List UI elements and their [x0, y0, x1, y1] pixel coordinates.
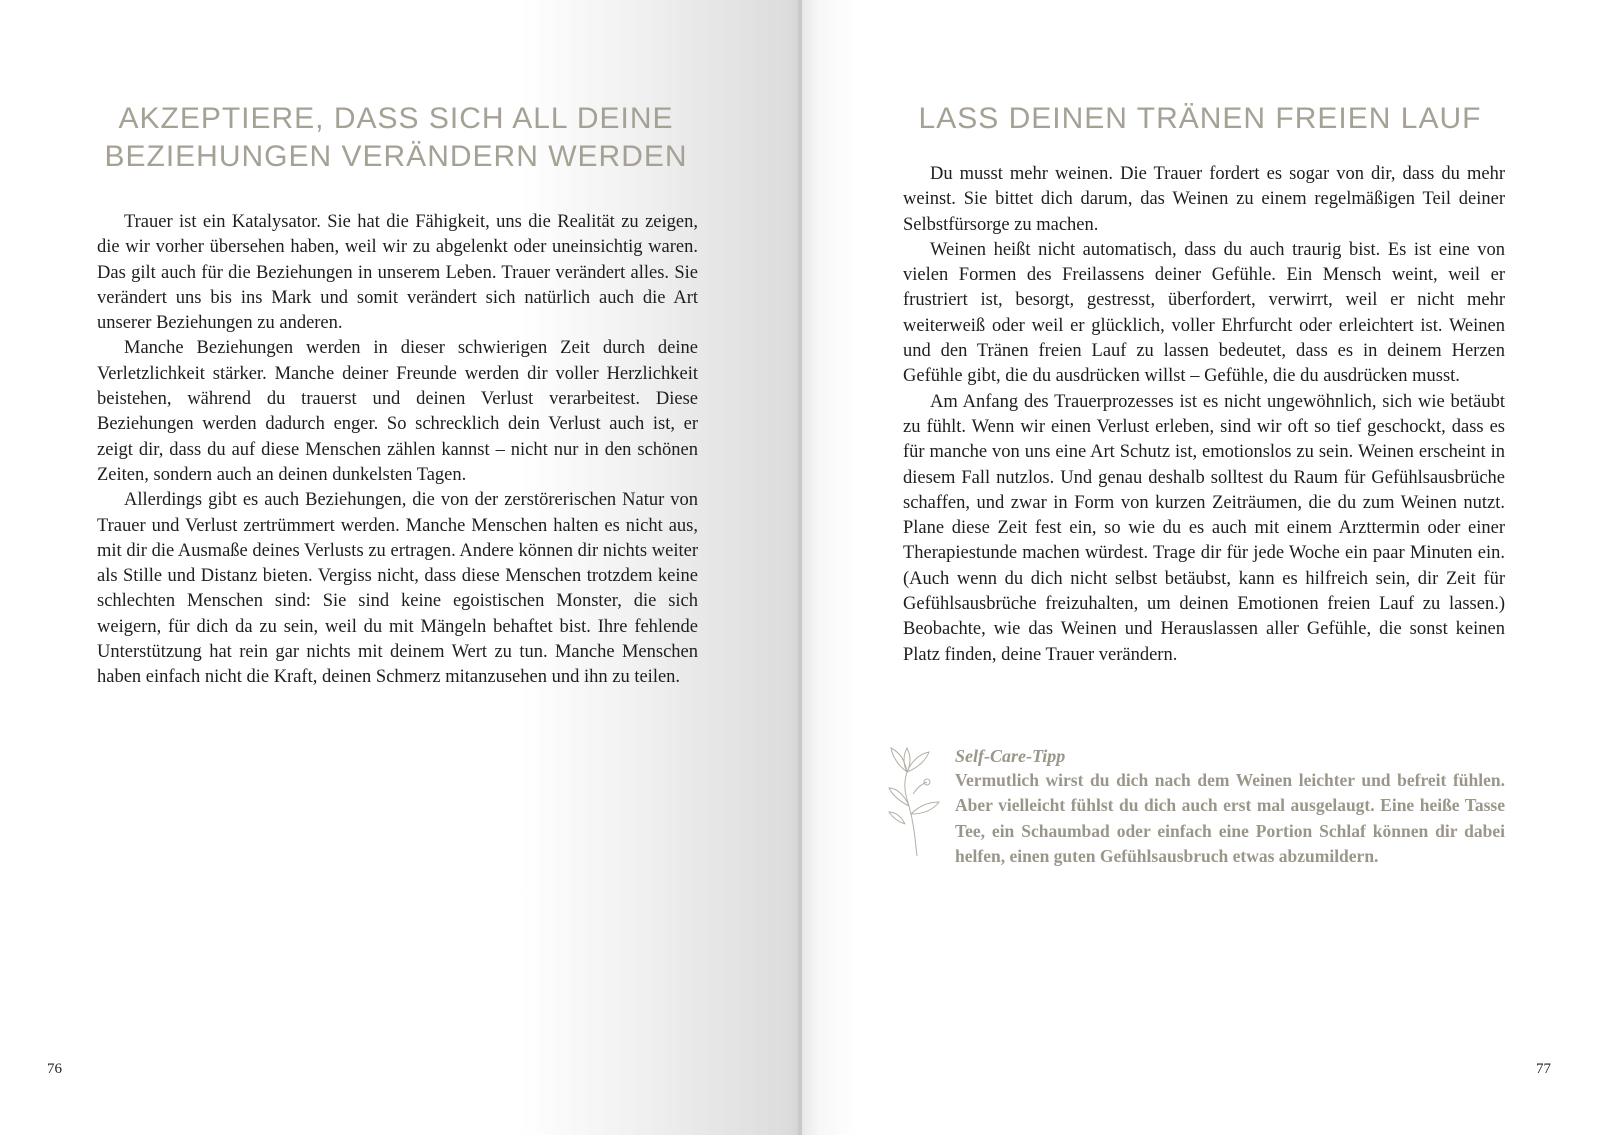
tip-title: Self-Care-Tipp: [955, 746, 1066, 766]
left-page-heading: AKZEPTIERE, DASS SICH ALL DEINE BEZIEHUNGEN VERÄNDERN WERDEN: [104, 102, 688, 173]
right-page-body: [903, 162, 1505, 668]
tip-text: Vermutlich wirst du dich nach dem Weinen leichter und befreit fühlen. Aber vielleicht fühlst du dich auch erst mal ausgelaugt. Eine heiße Tasse Tee, ein Schaumbad oder einfach eine Portion Schlaf können dir dabei helfen, einen guten Gefühlsausbruch etwas abzumildern.: [955, 770, 1505, 866]
paragraph: Allerdings gibt es auch Beziehungen, die von der zerstörerischen Natur von Trauer und Verlust zertrümmert werden. Manche Menschen halten es nicht aus, mit dir die Ausmaße deines Verlusts zu ertragen. Andere können dir nichts weiter als Stille und Distanz bieten. Vergiss nicht, dass diese Menschen trotzdem keine schlechten Menschen sind: Sie sind keine egoistischen Monster, die sich weigern, für dich da zu sein, weil du mit Mängeln behaftet bist. Ihre fehlende Unterstützung hat rein gar nichts mit deinem Wert zu tun. Manche Menschen haben einfach nicht die Kraft, deinen Schmerz mitanzusehen und ihn zu teilen.: [97, 490, 698, 688]
paragraph: Am Anfang des Trauerprozesses ist es nicht ungewöhnlich, sich wie betäubt zu fühlt. Wenn wir einen Verlust erleben, sind wir oft so tief geschockt, dass es für manche von uns eine Art Schutz ist, emotionslos zu sein. Weinen erscheint in diesem Fall nutzlos. Und genau deshalb solltest du Raum für Gefühlsausbrüche schaffen, und zwar in Form von kurzen Zeiträumen, die du zum Weinen nutzt. Plane diese Zeit fest ein, so wie du es auch mit einem Arzttermin oder einer Therapiestunde machen würdest. Trage dir für jede Woche ein paar Minuten ein. (Auch wenn du dich nicht selbst betäubst, kann es hilfreich sein, dir Zeit für Gefühlsausbrüche freizuhalten, um deinen Emotionen freien Lauf zu lassen.) Beobachte, wie das Weinen und Herauslassen aller Gefühle, die sonst keinen Platz finden, deine Trauer verändern.: [903, 391, 1505, 665]
right-page-heading: LASS DEINEN TRÄNEN FREIEN LAUF: [918, 102, 1482, 135]
flower-line-art-icon: [885, 744, 945, 859]
paragraph: Weinen heißt nicht automatisch, dass du auch traurig bist. Es ist eine von vielen Formen des Freilassens deiner Gefühle. Ein Mensch weint, weil er frustriert ist, besorgt, gestresst, überfordert, verwirrt, weil er nicht mehr weiterweiß oder weil er glücklich, voller Ehrfurcht oder erleichtert ist. Weinen und den Tränen freien Lauf zu lassen bedeutet, dass es in deinem Herzen Gefühle gibt, die du ausdrücken willst – Gefühle, die du ausdrücken musst.: [903, 239, 1505, 387]
left-page-body: [97, 210, 698, 691]
paragraph: Trauer ist ein Katalysator. Sie hat die Fähigkeit, uns die Realität zu zeigen, die wir vorher übersehen haben, weil wir zu abgelenkt oder uneinsichtig waren. Das gilt auch für die Beziehungen in unserem Leben. Trauer verändert alles. Sie verändert uns bis ins Mark und somit verändert sich natürlich auch die Art unserer Beziehungen zu anderen.: [97, 212, 698, 334]
page-number-left: 76: [47, 1061, 62, 1077]
paragraph: Manche Beziehungen werden in dieser schwierigen Zeit durch deine Verletzlichkeit stärker. Manche deiner Freunde werden dir voller Herzlichkeit beistehen, während du trauerst und deinen Verlust verarbeitest. Diese Beziehungen werden dadurch enger. So schrecklich dein Verlust auch ist, er zeigt dir, dass du auf diese Menschen zählen kannst – nicht nur in den schönen Zeiten, sondern auch an deinen dunkelsten Tagen.: [97, 338, 698, 485]
paragraph: Du musst mehr weinen. Die Trauer fordert es sogar von dir, dass du mehr weinst. Sie bittet dich darum, das Weinen zu einem regelmäßigen Teil deiner Selbstfürsorge zu machen.: [903, 164, 1505, 235]
page-number-right: 77: [1536, 1061, 1551, 1077]
book-gutter: [798, 0, 802, 1135]
self-care-tip: [955, 744, 1505, 869]
